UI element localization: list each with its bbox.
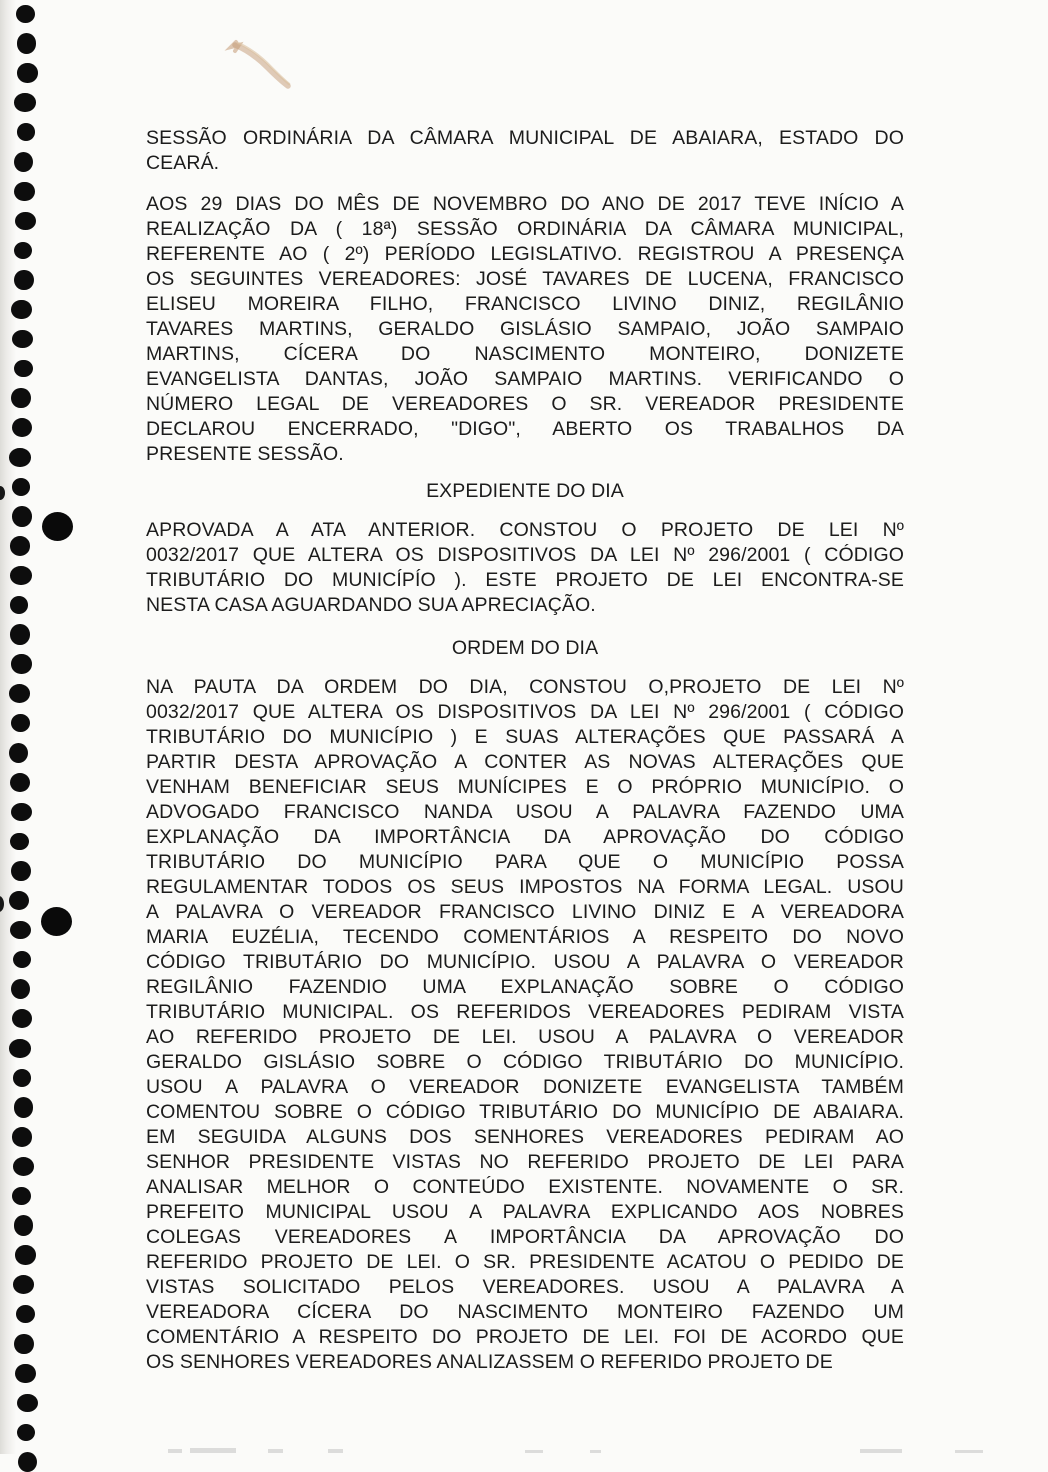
text-line: APROVADA A ATA ANTERIOR. CONSTOU O PROJETO DE LEI Nº	[146, 519, 904, 541]
binding-hole	[17, 1424, 36, 1442]
binding-hole	[13, 1275, 34, 1294]
text-line: PARTIR DESTA APROVAÇÃO A CONTER AS NOVAS ALTERAÇÕES QUE	[146, 751, 904, 773]
text-line: A PALAVRA O VEREADOR FRANCISCO LIVINO DINIZ E A VEREADORA	[146, 901, 904, 923]
text-line: CÓDIGO TRIBUTÁRIO DO MUNICÍPIO. USOU A PALAVRA O VEREADOR	[146, 951, 904, 973]
title-paragraph	[146, 126, 904, 176]
text-line: TRIBUTÁRIO DO MUNICÍPÍO ). ESTE PROJETO DE LEI ENCONTRA-SE	[146, 569, 904, 591]
binding-hole	[18, 1452, 38, 1472]
binding-hole	[16, 5, 35, 23]
binding-hole	[12, 418, 32, 438]
text-line: ANALISAR MELHOR O CONTEÚDO EXISTENTE. NOVAMENTE O SR.	[146, 1176, 904, 1198]
binding-hole	[14, 270, 34, 291]
text-line: NESTA CASA AGUARDANDO SUA APRECIAÇÃO.	[146, 594, 596, 616]
text-line: USOU A PALAVRA O VEREADOR DONIZETE EVANGELISTA TAMBÉM	[146, 1076, 904, 1098]
binding-hole	[11, 654, 31, 674]
scan-artifact	[860, 1449, 902, 1453]
binding-hole	[10, 773, 30, 793]
text-line: COMENTOU SOBRE O CÓDIGO TRIBUTÁRIO DO MUNICÍPIO DE ABAIARA.	[146, 1101, 904, 1123]
binding-hole	[10, 566, 31, 585]
binding-hole	[12, 1127, 32, 1147]
text-line: REGULAMENTAR TODOS OS SEUS IMPOSTOS NA FORMA LEGAL. USOU	[146, 876, 904, 898]
text-line: MARIA EUZÉLIA, TECENDO COMENTÁRIOS A RESPEITO DO NOVO	[146, 926, 904, 948]
scan-artifact	[168, 1449, 182, 1453]
text-line: REFERENTE AO ( 2º) PERÍODO LEGISLATIVO. REGISTROU A PRESENÇA	[146, 243, 904, 265]
binding-hole	[11, 979, 31, 1000]
binding-hole	[11, 300, 31, 320]
text-line: TRIBUTÁRIO DO MUNICÍPIO ) E SUAS ALTERAÇÕES QUE PASSARÁ A	[146, 726, 904, 748]
text-line: MARTINS, CÍCERA DO NASCIMENTO MONTEIRO, DONIZETE	[146, 343, 904, 365]
scan-artifact	[955, 1450, 983, 1453]
binding-hole	[10, 921, 31, 940]
text-line: PREFEITO MUNICIPAL USOU A PALAVRA EXPLICANDO AOS NOBRES	[146, 1201, 904, 1223]
binding-hole	[17, 1394, 38, 1413]
binding-hole	[9, 891, 29, 911]
text-line: DECLAROU ENCERRADO, "DIGO", ABERTO OS TRABALHOS DA	[146, 418, 904, 440]
text-line: 0032/2017 QUE ALTERA OS DISPOSITIVOS DA LEI Nº 296/2001 ( CÓDIGO	[146, 701, 904, 723]
text-line: VENHAM BENEFICIAR SEUS MUNÍCIPES E O PRÓPRIO MUNICÍPIO. O	[146, 776, 904, 798]
text-line: SENHOR PRESIDENTE VISTAS NO REFERIDO PROJETO DE LEI PARA	[146, 1151, 904, 1173]
binding-hole	[12, 330, 33, 349]
binding-hole	[9, 743, 29, 764]
attendance-paragraph	[146, 192, 904, 467]
binding-hole	[14, 1215, 34, 1236]
text-line: EXPLANAÇÃO DA IMPORTÂNCIA DA APROVAÇÃO DO CÓDIGO	[146, 826, 904, 848]
text-line: TAVARES MARTINS, GERALDO GISLÁSIO SAMPAIO, JOÃO SAMPAIO	[146, 318, 904, 340]
text-line: EVANGELISTA DANTAS, JOÃO SAMPAIO MARTINS. VERIFICANDO O	[146, 368, 904, 390]
binding-hole	[10, 536, 30, 556]
text-line: COMENTÁRIO A RESPEITO DO PROJETO DE LEI. FOI DE ACORDO QUE	[146, 1326, 904, 1348]
text-line: ELISEU MOREIRA FILHO, FRANCISCO LIVINO DINIZ, REGILÂNIO	[146, 293, 904, 315]
scan-artifact	[268, 1449, 283, 1453]
binding-hole	[9, 1039, 30, 1058]
scan-artifact	[525, 1450, 543, 1453]
text-line: OS SENHORES VEREADORES ANALIZASSEM O REFERIDO PROJETO DE	[146, 1351, 833, 1373]
binding-hole	[13, 1069, 32, 1087]
binding-hole	[11, 388, 31, 409]
punch-hole	[42, 512, 73, 541]
binding-hole	[15, 1364, 35, 1384]
binding-hole	[12, 478, 31, 496]
binding-hole	[13, 1157, 34, 1176]
text-line: VEREADORA CÍCERA DO NASCIMENTO MONTEIRO FAZENDO UM	[146, 1301, 904, 1323]
binding-hole	[10, 624, 30, 645]
binding-hole	[12, 506, 32, 527]
binding-hole	[14, 1334, 34, 1355]
binding-hole	[11, 714, 30, 732]
text-line: OS SEGUINTES VEREADORES: JOSÉ TAVARES DE LUCENA, FRANCISCO	[146, 268, 904, 290]
document-text	[146, 126, 904, 1375]
binding-hole	[9, 684, 30, 703]
text-line: REALIZAÇÃO DA ( 18ª) SESSÃO ORDINÁRIA DA CÂMARA MUNICIPAL,	[146, 218, 904, 240]
binding-hole	[17, 33, 37, 54]
scan-artifact	[590, 1450, 601, 1453]
binding-holes	[0, 0, 95, 1454]
text-line: ADVOGADO FRANCISCO NANDA USOU A PALAVRA FAZENDO UMA	[146, 801, 904, 823]
binding-hole	[16, 1305, 35, 1323]
text-line: 0032/2017 QUE ALTERA OS DISPOSITIVOS DA LEI Nº 296/2001 ( CÓDIGO	[146, 544, 904, 566]
text-line: AOS 29 DIAS DO MÊS DE NOVEMBRO DO ANO DE 2017 TEVE INÍCIO A	[146, 193, 904, 215]
stain-mark	[222, 28, 318, 100]
binding-hole	[14, 1097, 34, 1118]
binding-hole	[12, 1187, 31, 1205]
binding-hole	[10, 596, 29, 614]
binding-hole	[17, 63, 37, 83]
text-line: REGILÂNIO FAZENDIO UMA EXPLANAÇÃO SOBRE O CÓDIGO	[146, 976, 904, 998]
punch-hole	[41, 907, 72, 936]
binding-hole	[15, 212, 36, 231]
binding-hole	[14, 93, 35, 112]
text-line: COLEGAS VEREADORES A IMPORTÂNCIA DA APROVAÇÃO DO	[146, 1226, 904, 1248]
text-line: TRIBUTÁRIO MUNICIPAL. OS REFERIDOS VEREADORES PEDIRAM VISTA	[146, 1001, 904, 1023]
text-line: NÚMERO LEGAL DE VEREADORES O SR. VEREADOR PRESIDENTE	[146, 393, 904, 415]
binding-hole	[9, 448, 30, 467]
binding-hole	[11, 803, 32, 822]
text-line: EM SEGUIDA ALGUNS DOS SENHORES VEREADORES PEDIRAM AO	[146, 1126, 904, 1148]
text-line: NA PAUTA DA ORDEM DO DIA, CONSTOU O,PROJETO DE LEI Nº	[146, 676, 904, 698]
expediente-heading: EXPEDIENTE DO DIA	[426, 480, 624, 502]
binding-hole	[10, 833, 29, 851]
binding-hole	[12, 1009, 32, 1029]
text-line: GERALDO GISLÁSIO SOBRE O CÓDIGO TRIBUTÁRIO DO MUNICÍPIO.	[146, 1051, 904, 1073]
scan-artifact	[328, 1449, 343, 1453]
text-line: PRESENTE SESSÃO.	[146, 443, 344, 465]
binding-hole	[15, 1245, 35, 1265]
scan-artifact	[190, 1448, 236, 1453]
binding-hole	[17, 123, 36, 141]
text-line: SESSÃO ORDINÁRIA DA CÂMARA MUNICIPAL DE ABAIARA, ESTADO DO	[146, 127, 904, 149]
binding-hole	[11, 861, 31, 882]
text-line: TRIBUTÁRIO DO MUNICÍPIO PARA QUE O MUNICÍPIO POSSA	[146, 851, 904, 873]
text-line: CEARÁ.	[146, 152, 220, 174]
binding-hole	[14, 182, 34, 202]
binding-hole	[14, 242, 33, 260]
binding-hole	[14, 152, 34, 173]
binding-hole	[13, 951, 32, 969]
expediente-paragraph	[146, 518, 904, 618]
text-line: AO REFERIDO PROJETO DE LEI. USOU A PALAVRA O VEREADOR	[146, 1026, 904, 1048]
text-line: REFERIDO PROJETO DE LEI. O SR. PRESIDENTE ACATOU O PEDIDO DE	[146, 1251, 904, 1273]
ordem-heading: ORDEM DO DIA	[451, 637, 599, 659]
ordem-paragraph	[146, 675, 904, 1375]
binding-hole	[14, 360, 33, 378]
text-line: VISTAS SOLICITADO PELOS VEREADORES. USOU A PALAVRA A	[146, 1276, 904, 1298]
